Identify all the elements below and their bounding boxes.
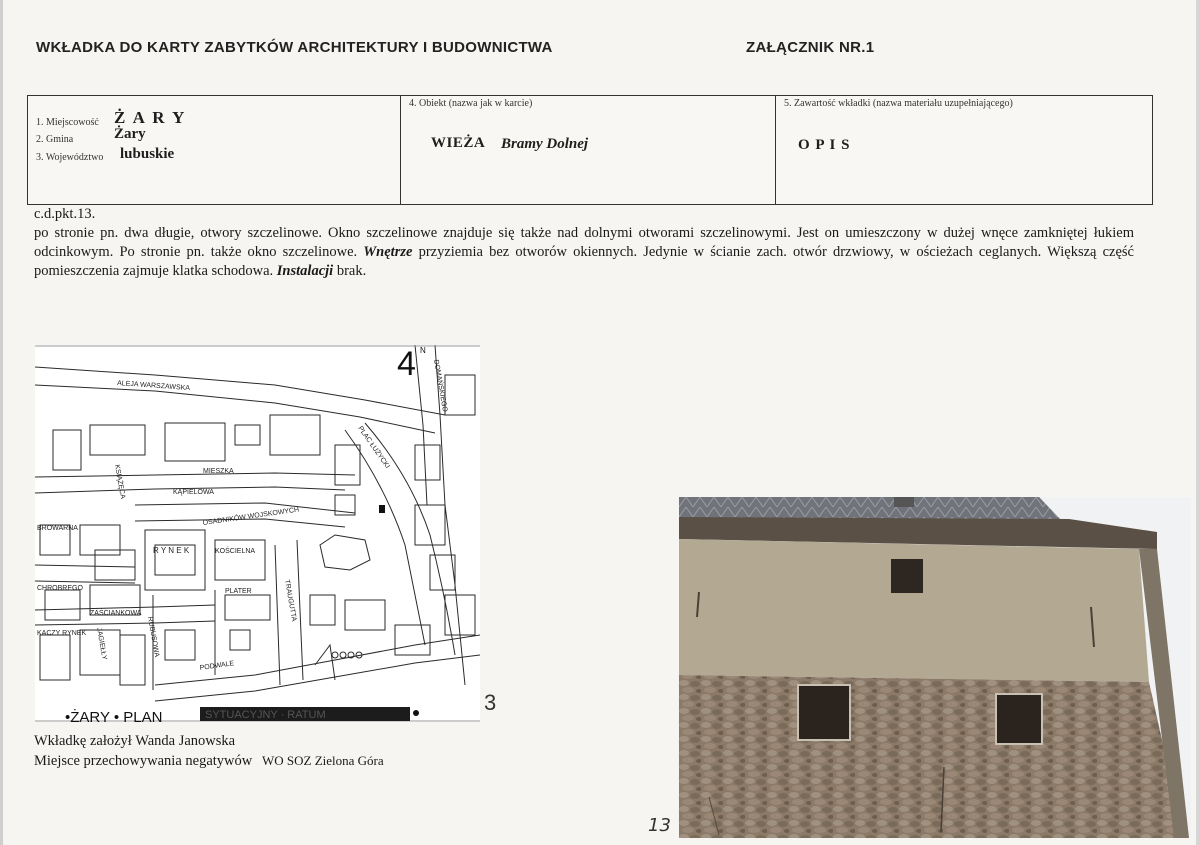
street-zascianki: ZAŚCIANKOWA [90,610,142,617]
credits-block [34,731,384,771]
map-number: 3 [484,690,497,715]
negatives-value: WO SOZ Zielona Góra [261,753,384,768]
north-label: N [420,346,426,355]
street-podwale: PODWALE [199,660,235,672]
north-arrow-icon: 4 [397,345,416,383]
desc-heading-installations: Instalacji [276,263,334,279]
street-mieszka: MIESZKA [203,468,234,475]
description-text [34,205,1134,281]
document-title: WKŁADKA DO KARTY ZABYTKÓW ARCHITEKTURY I BUDOWNICTWA [36,39,553,56]
street-plac-luzycki: PLAC ŁUŻYCKI [356,425,391,470]
street-traugutta: TRAUGUTTA [283,579,298,622]
street-rynek: R Y N E K [153,546,190,555]
street-jagielly: JAGIEŁŁY [95,627,108,661]
scan-edge-left [0,0,3,845]
description-paragraph [34,224,1134,281]
desc-heading-interior: Wnętrze [363,244,413,260]
voivodeship-label: 3. Województwo [36,152,104,163]
street-koscielna: KOŚCIELNA [215,548,256,555]
negatives-line [34,751,384,771]
insert-content-value: O P I S [798,137,851,153]
locality-value: Ż A R Y [114,108,187,127]
continuation-ref: c.d.pkt.13. [34,206,96,222]
street-kapielowa: KĄPIELOWA [173,489,214,496]
appendix-label: ZAŁĄCZNIK NR.1 [746,39,875,56]
object-label: 4. Obiekt (nazwa jak w karcie) [409,98,533,109]
town-plan-drawing [35,345,480,722]
street-kaczy-rynek: KACZY RYNEK [37,630,87,637]
location-box [27,95,401,205]
street-browarna: BROWARNA [37,525,78,532]
commune-value: Żary [114,126,146,142]
street-domanskiego: DOMAŃSKIEGO [432,359,449,413]
negatives-label: Miejsce przechowywania negatywów [34,753,253,769]
street-aleja-warszawska: ALEJA WARSZAWSKA [116,380,191,393]
object-value: WIEŻA [431,135,486,151]
insert-content-label: 5. Zawartość wkładki (nazwa materiału uzupełniającego) [784,98,1013,109]
founder-line: Wkładkę założył Wanda Janowska [34,733,236,749]
redacted-text: SYTUACYJNY · RATUM [205,709,326,721]
locality-label: 1. Miejscowość [36,117,99,128]
town-plan-map [35,345,480,722]
tower-photo [679,497,1191,838]
voivodeship-value: lubuskie [120,146,175,162]
commune-label: 2. Gmina [36,134,74,145]
street-rubusowa: RUBUSOWA [146,616,161,658]
insert-content-box [775,95,1153,205]
plan-caption: •ŻARY • PLAN [65,709,163,722]
desc-segment-2: przyziemia bez otworów okiennych. Jedynie w ścianie zach. otwór drzwiowy, w ościeżach ceglanych. Większą część pomieszczenia zajmuje klatka schodowa. [34,244,1134,279]
street-plater: PLATER [225,588,252,595]
object-location-marker [379,505,385,513]
object-box [400,95,776,205]
tower-photo-drawing [679,497,1191,838]
street-osadnikow: OSADNIKÓW WOJSKOWYCH [202,506,300,527]
desc-segment-3: brak. [333,263,367,279]
street-ksiazeca: KSIĄŻĘCA [113,464,126,500]
page-number: 13 [648,815,671,836]
object-value-detail: Bramy Dolnej [501,136,589,152]
desc-segment-1: po stronie pn. dwa długie, otwory szczelinowe. Okno szczelinowe znajduje się także nad dolnymi otworami szczelinowymi. Jest on umieszczony w dużej wnęce zamkniętej łukiem odcinkowym. Po stronie pn. także okno szczelinowe. [34,225,1134,260]
street-chrobrego: CHROBREGO [37,585,83,592]
